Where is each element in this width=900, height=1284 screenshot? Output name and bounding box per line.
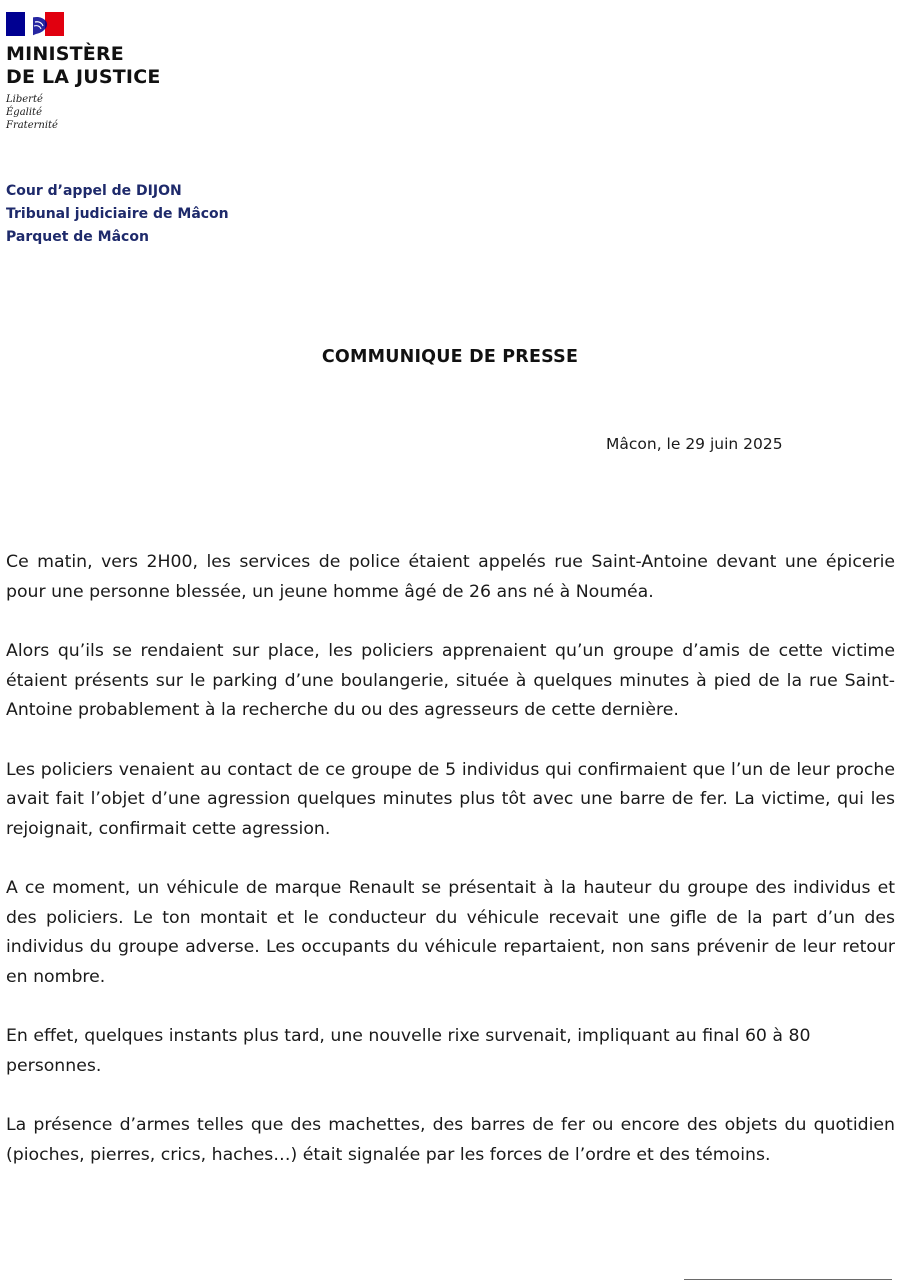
signature-rule [684,1279,892,1280]
marianne-profile-icon [33,14,59,36]
document-date: Mâcon, le 29 juin 2025 [606,435,783,453]
ministry-name [6,43,161,89]
paragraph-4: A ce moment, un véhicule de marque Renault se présentait à la hauteur du groupe des individus et des policiers. Le ton montait et le conducteur du véhicule recevait une gifle de la part d’un des individus du groupe adverse. Les occupants du véhicule repartaient, non sans prévenir de leur retour en nombre. [6,878,895,987]
ministry-line-1: MINISTÈRE [6,43,124,65]
paragraph-5: En effet, quelques instants plus tard, une nouvelle rixe survenait, impliquant au final 60 à 80 personnes. [6,1026,811,1076]
motto-fraternite: Fraternité [6,120,58,131]
paragraph-6: La présence d’armes telles que des machettes, des barres de fer ou encore des objets du quotidien (pioches, pierres, crics, haches…) était signalée par les forces de l’ordre et des témoins. [6,1115,895,1165]
court-info [6,180,229,249]
document-title: COMMUNIQUE DE PRESSE [321,347,579,367]
court-appeal: Cour d’appel de DIJON [6,183,182,199]
ministry-line-2: DE LA JUSTICE [6,66,161,88]
marianne-flag-icon [6,12,64,36]
document-body [6,548,895,1200]
court-tribunal: Tribunal judiciaire de Mâcon [6,206,229,222]
paragraph-3: Les policiers venaient au contact de ce groupe de 5 individus qui confirmaient que l’un de leur proche avait fait l’objet d’une agression quelques minutes plus tôt avec une barre de fer. La victime, qui les rejoignait, confirmait cette agression. [6,759,895,839]
court-parquet: Parquet de Mâcon [6,229,149,245]
republic-motto [6,93,161,132]
paragraph-1: Ce matin, vers 2H00, les services de police étaient appelés rue Saint-Antoine devant une épicerie pour une personne blessée, un jeune homme âgé de 26 ans né à Nouméa. [6,552,895,602]
motto-liberte: Liberté [6,94,43,105]
motto-egalite: Égalité [6,107,42,118]
ministry-logo [6,12,161,132]
paragraph-2: Alors qu’ils se rendaient sur place, les policiers apprenaient qu’un groupe d’amis de cette victime étaient présents sur le parking d’une boulangerie, située à quelques minutes à pied de la rue Saint-Antoine probablement à la recherche du ou des agresseurs de cette dernière. [6,641,895,720]
